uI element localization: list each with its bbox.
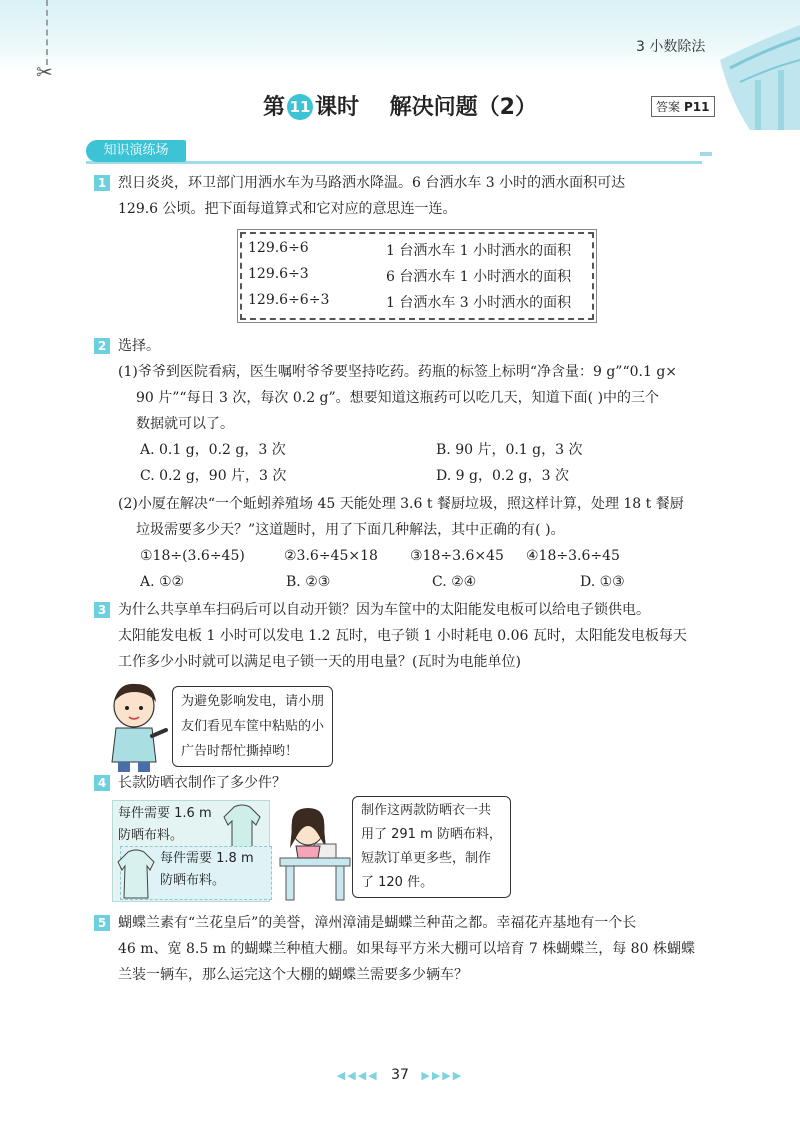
method-item: ②3.6÷45×18 — [284, 548, 378, 564]
bubble-line: 用了 291 m 防晒布料， — [361, 827, 502, 842]
q1-text-line1: 烈日炎炎，环卫部门用洒水车为马路洒水降温。6 台洒水车 3 小时的洒水面积可达 — [118, 175, 626, 191]
title-suffix: 课时 解决问题（2） — [315, 95, 537, 120]
choice-option[interactable]: C. ②④ — [432, 574, 477, 590]
answer-ref — [651, 96, 715, 117]
choice-option[interactable]: D. 9 g，0.2 g，3 次 — [436, 468, 569, 484]
q2-part2-line1: (2)小厦在解决“一个蚯蚓养殖场 45 天能处理 3.6 t 餐厨垃圾，照这样计算，处理 18 t 餐厨 — [118, 496, 684, 512]
method-item: ①18÷(3.6÷45) — [140, 548, 245, 564]
header-band — [0, 0, 800, 70]
q3-text-line2: 太阳能发电板 1 小时可以发电 1.2 瓦时，电子锁 1 小时耗电 0.06 瓦时，太阳能发电板每天 — [118, 628, 687, 644]
choice-option[interactable]: B. ②③ — [286, 574, 331, 590]
method-item: ③18÷3.6×45 — [410, 548, 504, 564]
bubble-line: 为避免影响发电，请小朋 — [181, 694, 325, 709]
choice-option[interactable]: C. 0.2 g，90 片，3 次 — [140, 468, 287, 484]
boy-illustration-icon — [104, 680, 170, 774]
left-arrows-icon: ◀◀◀◀ — [336, 1069, 379, 1082]
q5-text-line2: 46 m、宽 8.5 m 的蝴蝶兰种植大棚。如果每平方米大棚可以培育 7 株蝴蝶兰，每 80 株蝴蝶 — [118, 941, 695, 957]
method-item: ④18÷3.6÷45 — [526, 548, 620, 564]
section-divider-end — [700, 152, 712, 156]
choice-option[interactable]: D. ①③ — [580, 574, 625, 590]
question-number: 3 — [94, 602, 110, 618]
q2-part1-line1: (1)爷爷到医院看病，医生嘱咐爷爷要坚持吃药。药瓶的标签上标明“净含量：9 g”“0.1 g× — [118, 364, 678, 380]
q1-text-line2: 129.6 公顷。把下面每道算式和它对应的意思连一连。 — [118, 201, 457, 217]
question-number: 1 — [94, 175, 110, 191]
section-tag: 知识演练场 — [86, 140, 186, 162]
short-jacket-label — [118, 803, 212, 847]
q2-part1-line2: 90 片”“每日 3 次，每次 0.2 g”。想要知道这瓶药可以吃几天，知道下面( )中的三个 — [136, 390, 660, 406]
long-jacket-icon — [114, 848, 158, 900]
choice-option[interactable]: A. 0.1 g，0.2 g，3 次 — [140, 442, 286, 458]
cut-line — [46, 0, 48, 65]
question-number: 5 — [94, 915, 110, 931]
q5-text-line3: 兰装一辆车，那么运完这个大棚的蝴蝶兰需要多少辆车？ — [118, 967, 468, 983]
right-arrows-icon: ▶▶▶▶ — [421, 1069, 464, 1082]
page-number: 37 — [391, 1067, 409, 1083]
q2-part1-line3: 数据就可以了。 — [136, 416, 234, 432]
bubble-line: 制作这两款防晒衣一共 — [361, 803, 492, 818]
bubble-line: 友们看见车筐中粘贴的小 — [181, 719, 325, 734]
scissors-icon: ✂ — [36, 60, 53, 84]
question-number: 4 — [94, 775, 110, 791]
label-line: 防晒布料。 — [118, 828, 184, 843]
q2-part2-line2: 垃圾需要多少天？”这道题时，用了下面几种解法，其中正确的有( )。 — [136, 522, 565, 538]
meaning-item[interactable]: 1 台洒水车 3 小时洒水的面积 — [386, 295, 572, 311]
bubble-line: 了 120 件。 — [361, 875, 434, 890]
expression-item[interactable]: 129.6÷3 — [248, 266, 309, 282]
lesson-number-badge: 11 — [287, 94, 313, 120]
title-prefix: 第 — [263, 95, 286, 120]
q5-text-line1: 蝴蝶兰素有“兰花皇后”的美誉，漳州漳浦是蝴蝶兰种苗之都。幸福花卉基地有一个长 — [118, 915, 637, 931]
label-line: 防晒布料。 — [160, 873, 226, 888]
q3-text-line1: 为什么共享单车扫码后可以自动开锁？因为车筐中的太阳能发电板可以给电子锁供电。 — [118, 602, 650, 618]
answer-page: P11 — [684, 100, 710, 114]
answer-label: 答案 — [656, 100, 681, 114]
label-line: 每件需要 1.6 m — [118, 806, 212, 821]
bubble-line: 广告时帮忙撕掉哟！ — [181, 744, 299, 759]
matching-box — [240, 232, 594, 320]
expression-item[interactable]: 129.6÷6÷3 — [248, 292, 330, 308]
choice-option[interactable]: B. 90 片，0.1 g，3 次 — [436, 442, 583, 458]
q3-text-line3: 工作多少小时就可以满足电子锁一天的用电量？(瓦时为电能单位) — [118, 654, 521, 670]
label-line: 每件需要 1.8 m — [160, 851, 254, 866]
long-jacket-label — [160, 848, 254, 892]
bubble-line: 短款订单更多些，制作 — [361, 851, 492, 866]
girl-sewing-illustration-icon — [272, 804, 354, 902]
page-footer — [0, 1067, 800, 1083]
q4-title: 长款防晒衣制作了多少件？ — [118, 775, 286, 791]
speech-bubble — [352, 796, 511, 898]
meaning-item[interactable]: 1 台洒水车 1 小时洒水的面积 — [386, 243, 572, 259]
expression-item[interactable]: 129.6÷6 — [248, 240, 309, 256]
choice-option[interactable]: A. ①② — [140, 574, 185, 590]
q2-title: 选择。 — [118, 338, 160, 354]
meaning-item[interactable]: 6 台洒水车 1 小时洒水的面积 — [386, 269, 572, 285]
short-jacket-icon — [220, 803, 264, 851]
chapter-label: 3 小数除法 — [636, 39, 706, 55]
question-number: 2 — [94, 338, 110, 354]
speech-bubble — [172, 686, 333, 767]
